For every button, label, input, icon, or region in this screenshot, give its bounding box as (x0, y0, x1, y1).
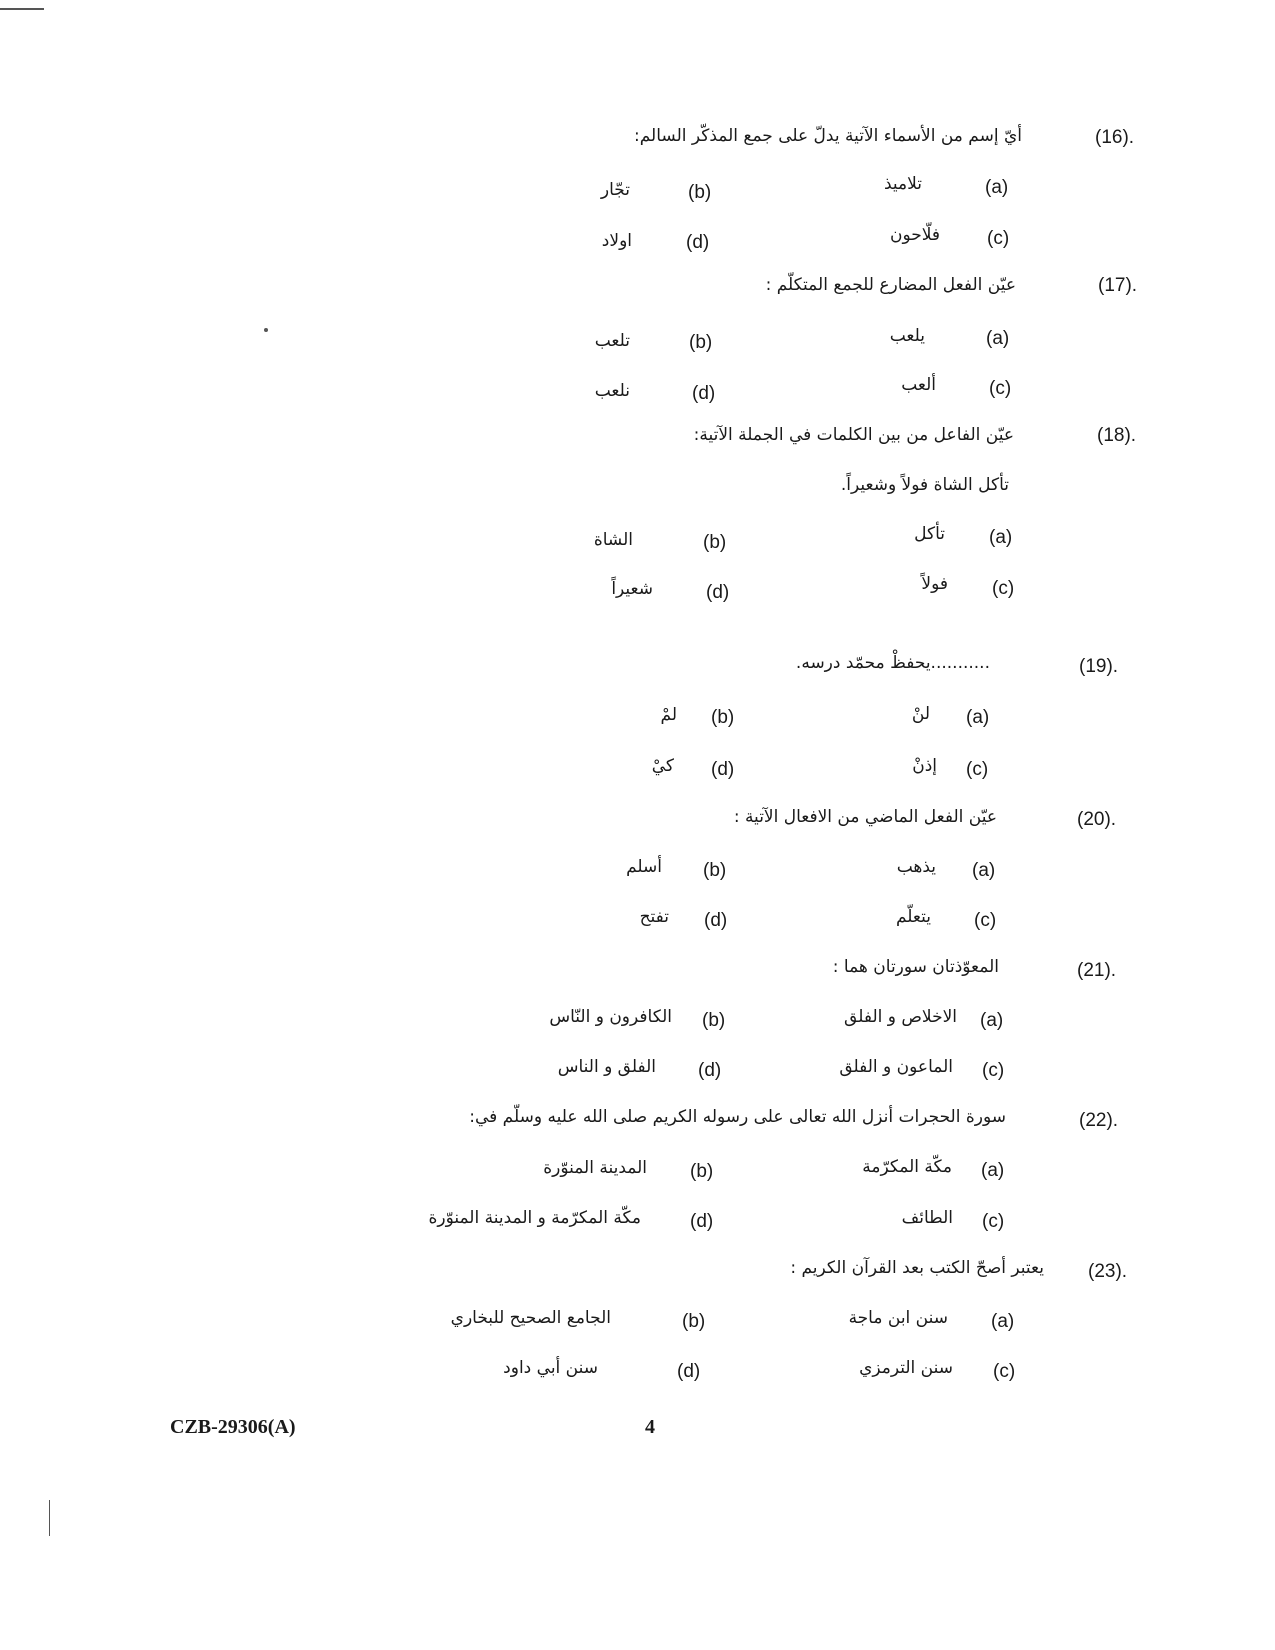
option-label-d: (d) (704, 910, 728, 931)
question-number: (18). (1097, 425, 1137, 446)
option-d: اولاد (601, 231, 632, 251)
option-label-b: (b) (702, 1010, 726, 1031)
option-b: أسلم (626, 857, 662, 877)
paper-code: CZB-29306(A) (170, 1416, 296, 1438)
option-label-c: (c) (982, 1060, 1005, 1081)
option-label-c: (c) (992, 578, 1015, 599)
option-a: يذهب (896, 857, 936, 877)
option-label-a: (a) (966, 707, 990, 728)
option-label-c: (c) (974, 910, 997, 931)
option-label-c: (c) (989, 378, 1012, 399)
question-number: (19). (1079, 656, 1119, 677)
option-label-b: (b) (690, 1161, 714, 1182)
option-label-b: (b) (688, 182, 712, 203)
option-label-b: (b) (689, 332, 713, 353)
option-label-a: (a) (985, 177, 1009, 198)
question-text: سورة الحجرات أنزل الله تعالى على رسوله الكريم صلى الله عليه وسلّم في: (469, 1107, 1006, 1127)
option-d: كيْ (651, 756, 674, 776)
option-b: تلعب (594, 331, 630, 351)
option-label-a: (a) (981, 1160, 1005, 1181)
question-number: (16). (1095, 127, 1135, 148)
option-label-d: (d) (698, 1060, 722, 1081)
question-text: عيّن الفاعل من بين الكلمات في الجملة الآتية: (693, 425, 1014, 445)
question-sentence: تأكل الشاة فولاً وشعيراً. (840, 475, 1009, 495)
option-b: الكافرون و النّاس (549, 1007, 672, 1027)
option-d: نلعب (594, 381, 630, 401)
option-c: سنن الترمزي (859, 1358, 953, 1378)
option-label-c: (c) (966, 759, 989, 780)
option-c: ألعب (901, 375, 936, 395)
question-text: المعوّذتان سورتان هما : (832, 957, 999, 977)
option-c: الماعون و الفلق (839, 1057, 953, 1077)
question-number: (22). (1079, 1110, 1119, 1131)
option-label-a: (a) (986, 328, 1010, 349)
option-label-d: (d) (690, 1211, 714, 1232)
option-label-d: (d) (711, 759, 735, 780)
scan-dot (264, 328, 268, 332)
option-label-d: (d) (692, 383, 716, 404)
option-label-b: (b) (682, 1311, 706, 1332)
option-label-a: (a) (980, 1010, 1004, 1031)
option-c: يتعلّم (895, 907, 931, 927)
option-label-c: (c) (982, 1211, 1005, 1232)
option-label-c: (c) (993, 1361, 1016, 1382)
question-text: عيّن الفعل المضارع للجمع المتكلّم : (765, 275, 1016, 295)
question-number: (17). (1098, 275, 1138, 296)
option-a: لنْ (911, 704, 930, 724)
option-label-d: (d) (686, 232, 710, 253)
question-text: أيّ إسم من الأسماء الآتية يدلّ على جمع المذكّر السالم: (634, 126, 1022, 146)
option-a: يلعب (889, 326, 925, 346)
option-label-a: (a) (989, 527, 1013, 548)
option-b: لمْ (660, 705, 677, 725)
option-b: الشاة (593, 530, 633, 550)
question-number: (23). (1088, 1261, 1128, 1282)
page-number: 4 (645, 1416, 655, 1438)
option-d: مكّة المكرّمة و المدينة المنوّرة (428, 1208, 641, 1228)
question-number: (20). (1077, 809, 1117, 830)
option-label-a: (a) (972, 860, 996, 881)
option-b: الجامع الصحيح للبخاري (450, 1308, 611, 1328)
option-c: فلّاحون (889, 225, 940, 245)
option-d: تفتح (639, 907, 669, 927)
option-a: تأكل (914, 524, 945, 544)
option-label-d: (d) (706, 582, 730, 603)
option-b: تجّار (600, 180, 630, 200)
scan-mark-bottom-left (49, 1500, 50, 1536)
option-d: الفلق و الناس (557, 1057, 656, 1077)
option-d: سنن أبي داود (503, 1358, 598, 1378)
option-label-b: (b) (711, 707, 735, 728)
scan-mark-top-left (0, 8, 44, 10)
question-text: ...........يحفظْ محمّد درسه. (795, 653, 990, 673)
option-c: فولاً (921, 574, 948, 594)
option-a: سنن ابن ماجة (848, 1308, 948, 1328)
question-text: عيّن الفعل الماضي من الافعال الآتية : (733, 807, 997, 827)
option-c: إذنْ (912, 756, 937, 776)
option-d: شعيراً (611, 579, 653, 599)
option-label-c: (c) (987, 228, 1010, 249)
option-a: مكّة المكرّمة (862, 1157, 952, 1177)
option-a: تلاميذ (883, 174, 922, 194)
option-label-a: (a) (991, 1311, 1015, 1332)
question-number: (21). (1077, 960, 1117, 981)
option-label-b: (b) (703, 860, 727, 881)
option-b: المدينة المنوّرة (543, 1158, 647, 1178)
option-label-d: (d) (677, 1361, 701, 1382)
option-a: الاخلاص و الفلق (844, 1007, 957, 1027)
question-text: يعتبر أصحّ الكتب بعد القرآن الكريم : (790, 1258, 1044, 1278)
option-c: الطائف (901, 1208, 953, 1228)
option-label-b: (b) (703, 532, 727, 553)
